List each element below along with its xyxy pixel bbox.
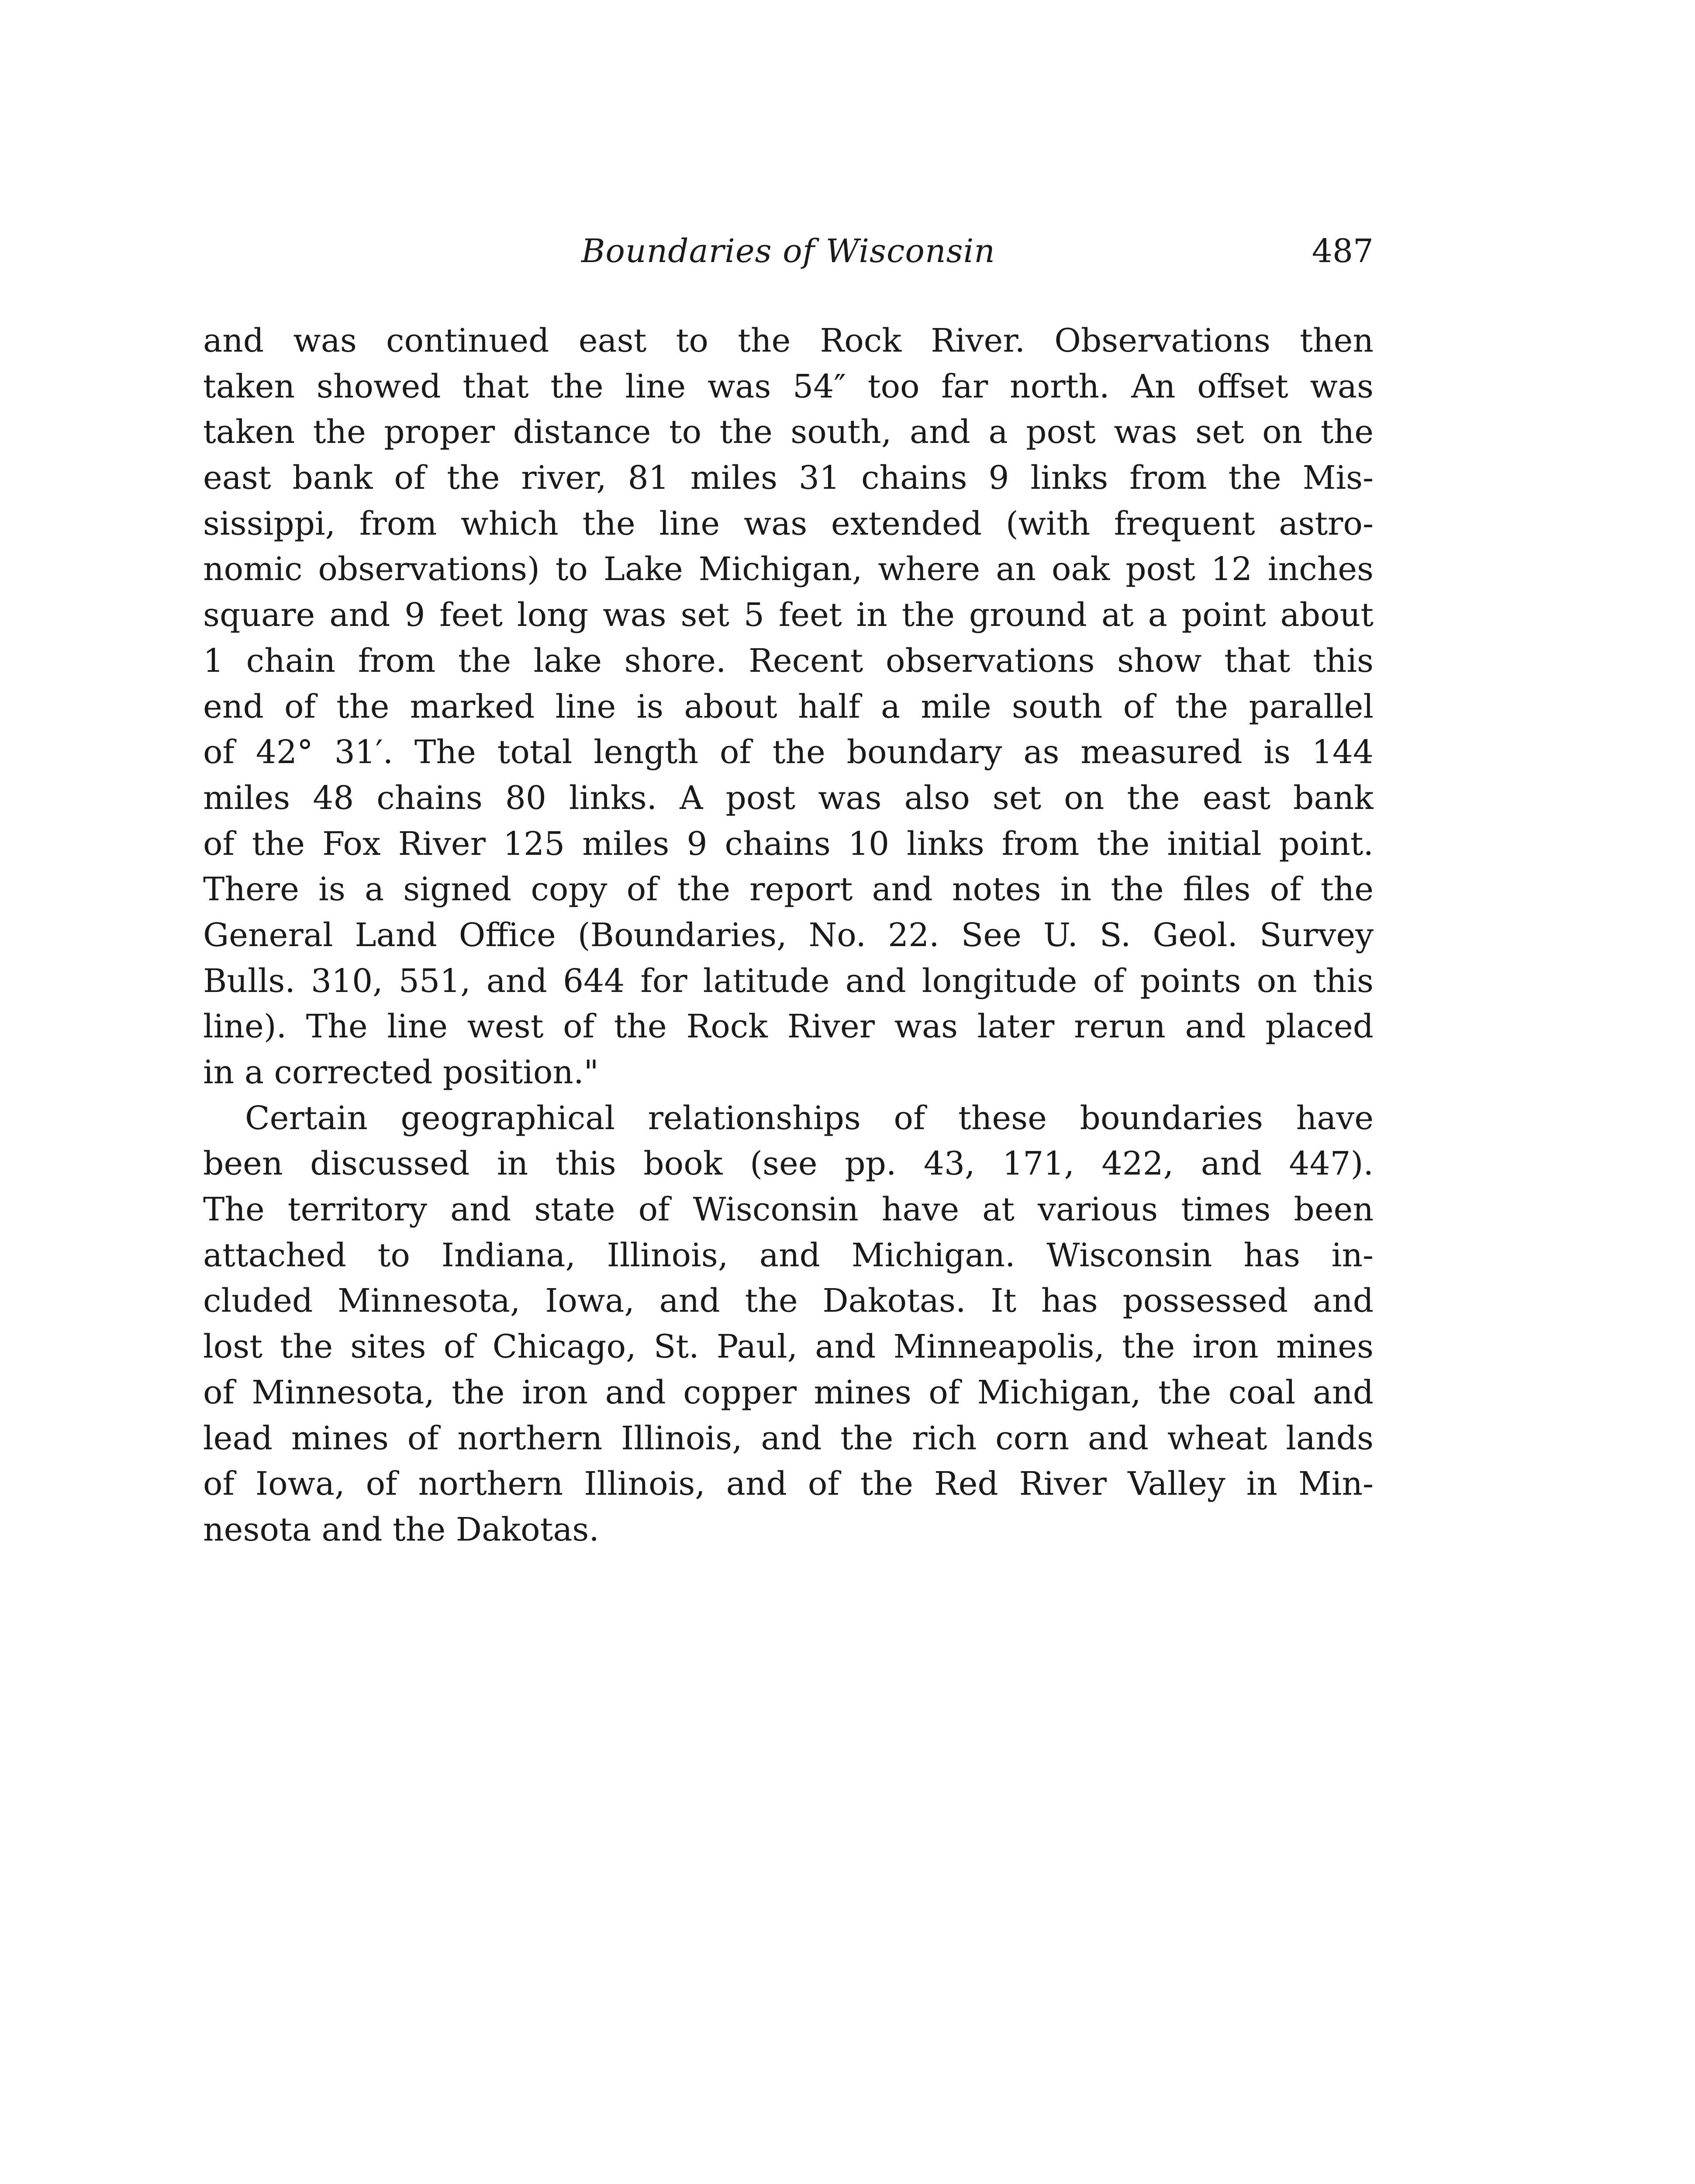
body-text xyxy=(203,318,1374,1553)
text-line: nesota and the Dakotas. xyxy=(203,1510,599,1548)
text-line: 1 chain from the lake shore. Recent observations show that this xyxy=(203,642,1374,680)
text-line: Bulls. 310, 551, and 644 for latitude and longitude of points on this xyxy=(203,962,1374,1000)
text-line: square and 9 feet long was set 5 feet in the ground at a point about xyxy=(203,596,1374,634)
text-line: east bank of the river, 81 miles 31 chains 9 links from the Mis- xyxy=(203,459,1374,497)
text-line: taken the proper distance to the south, and a post was set on the xyxy=(203,413,1374,451)
text-line: The territory and state of Wisconsin have at various times been xyxy=(203,1191,1374,1229)
text-line: been discussed in this book (see pp. 43, 171, 422, and 447). xyxy=(203,1145,1374,1183)
text-line: of 42° 31′. The total length of the boundary as measured is 144 xyxy=(203,733,1374,771)
text-line: cluded Minnesota, Iowa, and the Dakotas. It has possessed and xyxy=(203,1282,1374,1320)
text-line: taken showed that the line was 54″ too far north. An offset was xyxy=(203,367,1374,405)
text-line: and was continued east to the Rock River. Observations then xyxy=(203,322,1374,359)
text-line: line). The line west of the Rock River was later rerun and placed xyxy=(203,1008,1374,1046)
paragraph-2 xyxy=(203,1095,1374,1553)
text-line: nomic observations) to Lake Michigan, where an oak post 12 inches xyxy=(203,550,1374,588)
text-line: of Minnesota, the iron and copper mines of Michigan, the coal and xyxy=(203,1373,1374,1411)
running-head xyxy=(203,227,1374,275)
page-number: 487 xyxy=(1312,232,1374,270)
running-title: Boundaries of Wisconsin xyxy=(581,232,995,270)
text-line: attached to Indiana, Illinois, and Michigan. Wisconsin has in- xyxy=(203,1236,1374,1274)
text-line: end of the marked line is about half a mile south of the parallel xyxy=(203,688,1374,726)
text-line: of the Fox River 125 miles 9 chains 10 links from the initial point. xyxy=(203,825,1374,863)
text-line: Certain geographical relationships of these boundaries have xyxy=(245,1099,1374,1137)
text-line: of Iowa, of northern Illinois, and of the Red River Valley in Min- xyxy=(203,1465,1374,1503)
text-line: miles 48 chains 80 links. A post was also set on the east bank xyxy=(203,779,1374,817)
text-line: lost the sites of Chicago, St. Paul, and Minneapolis, the iron mines xyxy=(203,1328,1374,1366)
text-line: in a corrected position." xyxy=(203,1054,599,1091)
text-line: sissippi, from which the line was extended (with frequent astro- xyxy=(203,505,1374,543)
text-line: There is a signed copy of the report and notes in the files of the xyxy=(203,871,1374,909)
text-line: lead mines of northern Illinois, and the rich corn and wheat lands xyxy=(203,1419,1374,1457)
paragraph-1 xyxy=(203,318,1374,1095)
text-line: General Land Office (Boundaries, No. 22. See U. S. Geol. Survey xyxy=(203,916,1374,954)
